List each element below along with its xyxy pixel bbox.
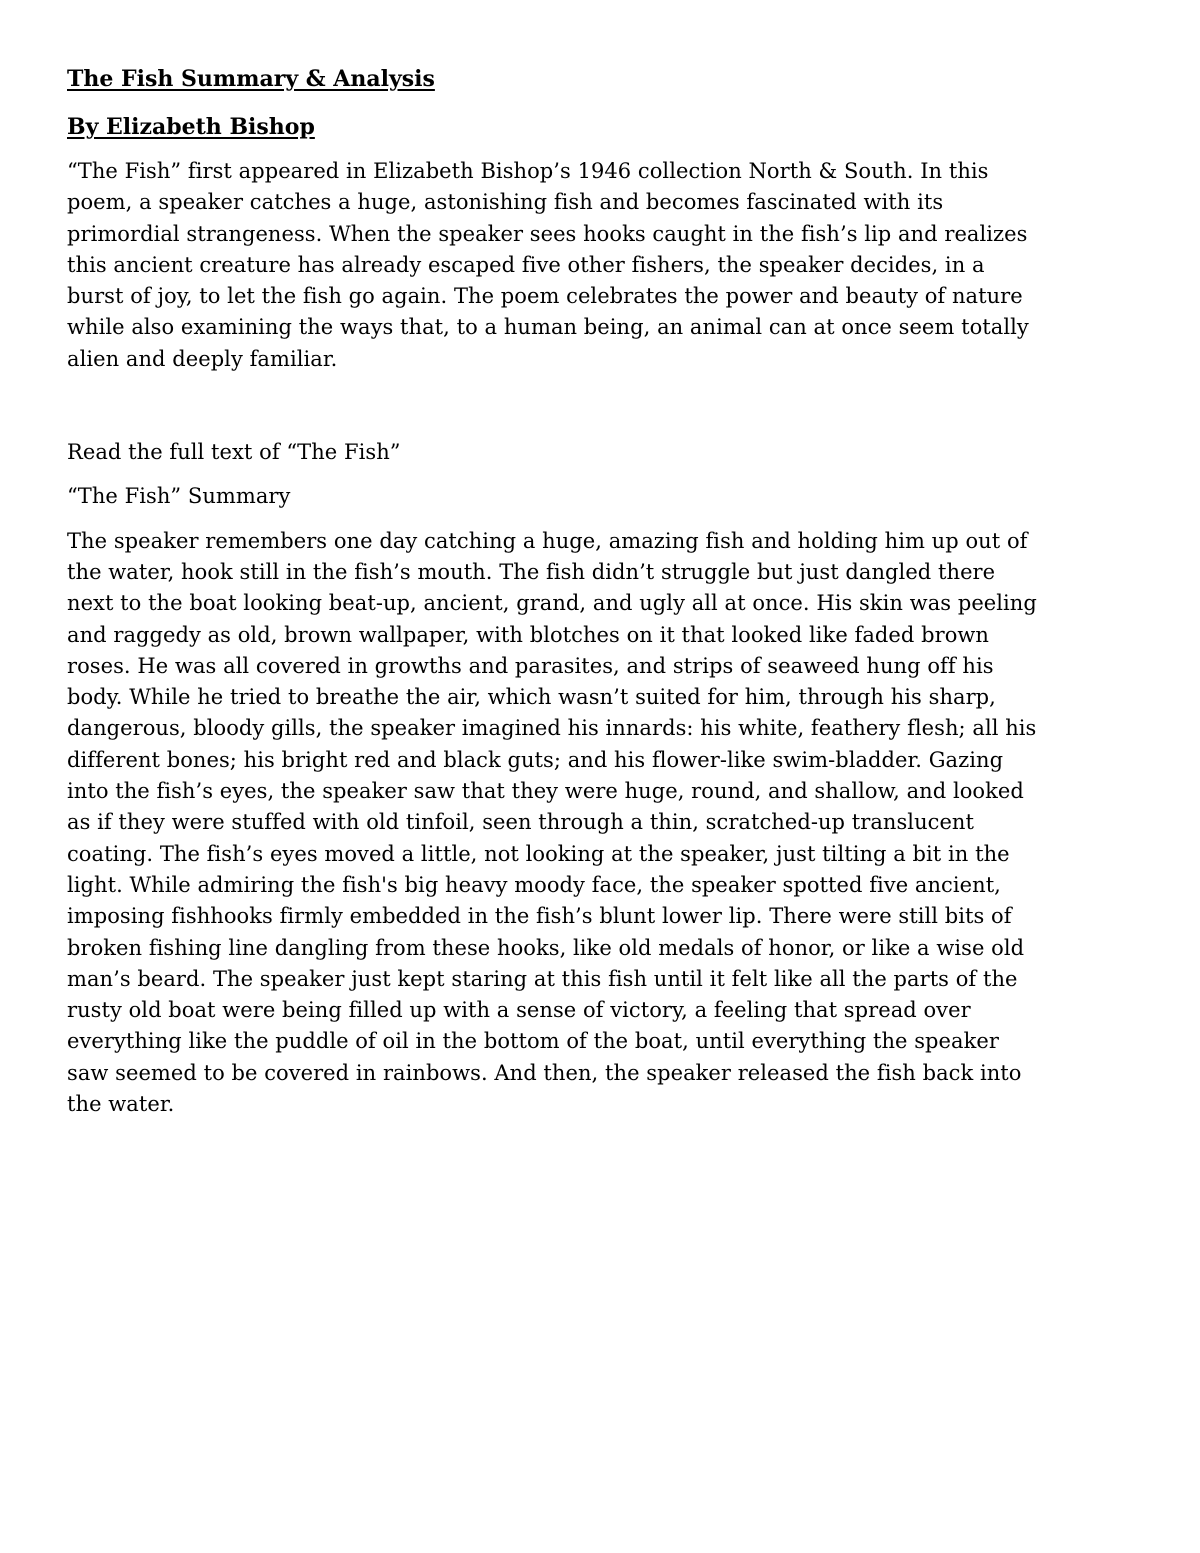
summary-paragraph: The speaker remembers one day catching a huge, amazing fish and holding him up out of the water, hook still in the fish’s mouth. The fish didn’t struggle but just dangled there next to the boat looking beat-up, ancient, grand, and ugly all at once. His skin was peeling and raggedy as old, brown wallpaper, with blotches on it that looked like faded brown roses. He was all covered in growths and parasites, and strips of seaweed hung off his body. While he tried to breathe the air, which wasn’t suited for him, through his sharp, dangerous, bloody gills, the speaker imagined his innards: his white, feathery flesh; all his different bones; his bright red and black guts; and his flower-like swim-bladder. Gazing into the fish’s eyes, the speaker saw that they were huge, round, and shallow, and looked as if they were stuffed with old tinfoil, seen through a thin, scratched-up translucent coating. The fish’s eyes moved a little, not looking at the speaker, just tilting a bit in the light. While admiring the fish's big heavy moody face, the speaker spotted five ancient, imposing fishhooks firmly embedded in the fish’s blunt lower lip. There were still bits of broken fishing line dangling from these hooks, like old medals of honor, or like a wise old man’s beard. The speaker just kept staring at this fish until it felt like all the parts of the rusty old boat were being filled up with a sense of victory, a feeling that spread over everything like the puddle of oil in the bottom of the boat, until everything the speaker saw seemed to be covered in rainbows. And then, the speaker released the fish back into the water. [67, 528, 1037, 1117]
intro-paragraph: “The Fish” first appeared in Elizabeth Bishop’s 1946 collection North & South. In this poem, a speaker catches a huge, astonishing fish and becomes fascinated with its primordial strangeness. When the speaker sees hooks caught in the fish’s lip and realizes this ancient creature has already escaped five other fishers, the speaker decides, in a burst of joy, to let the fish go again. The poem celebrates the power and beauty of nature while also examining the ways that, to a human being, an animal can at once seem totally alien and deeply familiar. [67, 159, 1029, 371]
document-title: The Fish Summary & Analysis [67, 66, 435, 92]
read-full-text-line: Read the full text of “The Fish” [67, 440, 401, 465]
summary-heading: “The Fish” Summary [67, 484, 291, 509]
author-byline: By Elizabeth Bishop [67, 114, 315, 140]
document-page [67, 64, 1037, 1120]
